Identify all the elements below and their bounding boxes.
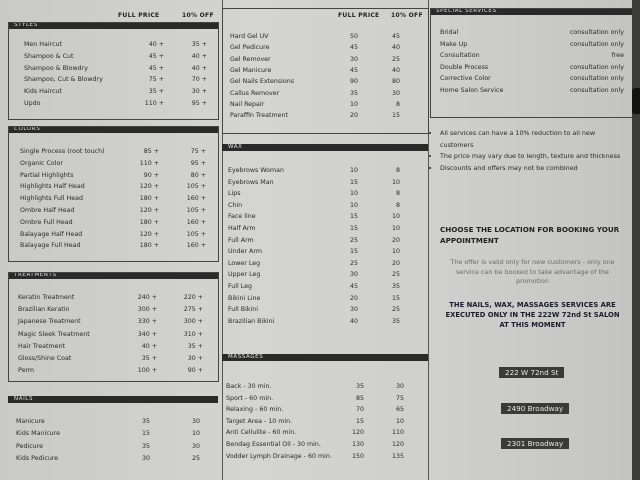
colors-section-bar: COLORS <box>8 126 218 133</box>
service-price-note: consultation only <box>569 75 624 83</box>
full-price: 110 + <box>139 159 159 167</box>
discount-price: 135 <box>391 452 404 460</box>
service-name: Men Haircut <box>24 41 63 48</box>
full-price: 10 <box>349 201 358 209</box>
discount-price: 160 + <box>186 195 206 203</box>
full-price: 85 <box>355 394 364 402</box>
discount-price: 8 <box>395 201 400 209</box>
discount-price: 20 <box>391 236 400 244</box>
full-price: 300 + <box>137 306 157 314</box>
discount-price: 10 <box>391 248 400 256</box>
service-name: Make Up <box>440 40 468 48</box>
discount-price: 25 <box>391 306 400 314</box>
service-name: Hard Gel UV <box>230 33 269 40</box>
full-price: 35 + <box>141 355 157 362</box>
full-price: 20 <box>349 294 358 302</box>
full-price: 25 <box>349 259 358 267</box>
service-name: Relaxing - 60 min. <box>226 406 284 414</box>
service-name: Nail Repair <box>230 100 265 108</box>
full-price: 15 <box>349 178 358 186</box>
service-name: Kids Haircut <box>24 88 62 96</box>
services-location-notice: THE NAILS, WAX, MASSAGES SERVICES ARE EXECUTED ONLY IN THE 222W 72nd St SALON AT THIS MOMENT <box>445 301 620 329</box>
service-name: Face line <box>228 213 256 221</box>
service-name: Shampoo, Cut & Blowdry <box>24 76 103 84</box>
booking-heading: CHOOSE THE LOCATION FOR BOOKING YOUR APPOINTMENT <box>440 225 620 245</box>
discount-price: 30 + <box>187 355 203 362</box>
discount-price: 300 + <box>183 318 203 326</box>
special-services-bar: SPECIAL SERVICES <box>430 8 632 15</box>
service-name: Sport - 60 min. <box>226 394 274 402</box>
full-price: 35 <box>355 383 364 390</box>
service-name: Gel Manicure <box>230 66 272 74</box>
discount-price: 25 <box>191 455 200 463</box>
discount-price: 110 <box>391 429 404 437</box>
discount-price: 310 + <box>183 330 203 338</box>
service-name: Highlights Half Head <box>20 183 85 191</box>
discount-price: 90 + <box>187 367 203 375</box>
full-price: 35 <box>141 442 150 450</box>
full-price: 15 <box>355 417 364 425</box>
full-price: 20 <box>349 112 358 120</box>
full-price: 45 + <box>148 64 164 72</box>
full-price: 45 <box>349 283 358 290</box>
service-name: Manicure <box>16 418 45 425</box>
discount-price: 105 + <box>186 183 206 191</box>
location-button-222-w-72nd[interactable]: 222 W 72nd St <box>499 367 564 378</box>
service-name: Bendag Essential Oil - 30 min. <box>226 441 321 448</box>
discount-price: 105 + <box>186 230 206 238</box>
discount-price: 80 + <box>190 171 206 179</box>
full-price: 10 <box>349 190 358 198</box>
service-name: Balayage Full Head <box>20 242 81 250</box>
full-price: 40 <box>349 317 358 325</box>
full-price: 240 + <box>137 294 157 301</box>
wax-section-bar: WAX <box>222 144 428 151</box>
treatments-box <box>8 272 219 382</box>
special-services-box <box>430 8 632 118</box>
service-name: Kids Pedicure <box>16 455 59 463</box>
discount-price: 75 + <box>190 148 206 155</box>
service-name: Full Leg <box>228 283 253 290</box>
service-price-note: consultation only <box>569 29 624 36</box>
discount-price: 10 <box>391 213 400 221</box>
full-price: 35 <box>349 89 358 97</box>
service-name: Eyebrows Man <box>228 178 274 186</box>
nails-continued-box <box>222 8 429 134</box>
service-name: Keratin Treatment <box>18 294 75 301</box>
service-name: Single Process (root touch) <box>20 148 105 155</box>
full-price: 30 <box>141 455 150 463</box>
service-name: Gloss/Shine Coat <box>18 355 72 362</box>
discount-header: 10% OFF <box>391 12 423 19</box>
discount-price: 95 + <box>191 100 207 107</box>
service-name: Consultation <box>440 52 480 60</box>
styles-section-bar: STYLES <box>8 22 218 29</box>
service-name: Japanese Treatment <box>18 318 81 326</box>
discount-price: 220 + <box>183 294 203 301</box>
discount-price: 70 + <box>191 76 207 84</box>
discount-price: 35 <box>391 317 400 325</box>
full-price-header: FULL PRICE <box>338 12 380 19</box>
discount-price: 8 <box>395 100 400 108</box>
service-name: Double Process <box>440 63 489 71</box>
discount-price: 30 + <box>191 88 207 96</box>
discount-price: 80 <box>391 78 400 86</box>
service-name: Highlights Full Head <box>20 195 83 203</box>
full-price: 50 <box>349 33 358 40</box>
full-price: 15 <box>349 213 358 221</box>
service-name: Bikini Line <box>228 294 261 302</box>
service-name: Full Arm <box>228 236 254 244</box>
discount-price: 160 + <box>186 218 206 226</box>
service-name: Half Arm <box>228 225 256 232</box>
page-edge <box>632 0 640 480</box>
service-name: Brazilian Bikini <box>228 317 275 325</box>
service-name: Magic Sleek Treatment <box>18 330 90 338</box>
service-name: Brazilian Keratin <box>18 306 70 314</box>
discount-price: 35 + <box>191 41 207 48</box>
service-name: Shampoo & Cut <box>24 52 74 60</box>
discount-price: 10 <box>191 430 200 438</box>
full-price: 180 + <box>139 195 159 203</box>
full-price: 35 + <box>148 88 164 96</box>
discount-price: 40 <box>391 66 400 74</box>
service-price-note: consultation only <box>569 63 624 71</box>
discount-price: 30 <box>391 89 400 97</box>
service-name: Shampoo & Blowdry <box>24 64 88 72</box>
service-name: Partial Highlights <box>20 171 74 179</box>
service-name: Chin <box>228 201 243 209</box>
full-price: 30 <box>349 306 358 314</box>
full-price: 40 + <box>148 41 164 48</box>
service-name: Pedicure <box>16 442 43 450</box>
discount-price: 25 <box>391 271 400 279</box>
service-name: Balayage Half Head <box>20 230 83 238</box>
service-name: Callus Remover <box>230 89 280 97</box>
service-name: Ombre Full Head <box>20 218 73 226</box>
service-name: Gel Pedicure <box>230 44 270 52</box>
full-price: 75 + <box>148 76 164 84</box>
service-name: Eyebrows Woman <box>228 167 285 174</box>
discount-price: 105 + <box>186 207 206 214</box>
discount-price: 45 <box>391 33 400 40</box>
policy-note: • Discounts and offers may not be combined <box>440 163 630 175</box>
full-price-header: FULL PRICE <box>118 12 160 19</box>
massages-section-bar: MASSAGES <box>222 354 428 361</box>
discount-price: 15 <box>391 294 400 302</box>
policy-note: • The price may vary due to length, texture and thickness <box>440 151 630 163</box>
full-price: 15 <box>349 225 358 232</box>
discount-price: 30 <box>191 442 200 450</box>
service-name: Kids Manicure <box>16 430 60 438</box>
discount-price: 95 + <box>190 159 206 167</box>
full-price: 150 <box>351 452 364 460</box>
service-name: Paraffin Treatment <box>230 112 288 120</box>
full-price: 100 + <box>137 367 157 375</box>
binder-tab <box>632 88 640 114</box>
discount-price: 40 <box>391 44 400 52</box>
full-price: 25 <box>349 236 358 244</box>
nails-section-bar: NAILS <box>8 396 218 403</box>
service-name: Lips <box>228 190 241 198</box>
styles-box <box>8 22 219 120</box>
service-name: Bridal <box>440 29 459 36</box>
discount-price: 35 + <box>187 342 203 350</box>
full-price: 120 <box>351 429 364 437</box>
full-price: 110 + <box>144 100 164 107</box>
service-price-note: free <box>611 52 624 60</box>
discount-price: 8 <box>395 190 400 198</box>
full-price: 330 + <box>137 318 157 326</box>
discount-price: 75 <box>395 394 404 402</box>
discount-price: 65 <box>395 406 404 414</box>
service-name: Anti Cellulite - 60 min. <box>226 429 297 437</box>
full-price: 30 <box>349 55 358 63</box>
discount-price: 25 <box>391 55 400 63</box>
full-price: 90 + <box>143 171 159 179</box>
full-price: 15 <box>141 430 150 438</box>
policy-note: • All services can have a 10% reduction to all new customers <box>440 128 630 151</box>
full-price: 120 + <box>139 183 159 191</box>
service-name: Updo <box>24 100 41 107</box>
service-name: Lower Leg <box>228 259 261 267</box>
full-price: 45 <box>349 44 358 52</box>
discount-header: 10% OFF <box>182 12 214 19</box>
service-name: Upper Leg <box>228 271 261 279</box>
discount-price: 10 <box>391 225 400 232</box>
service-name: Corrective Color <box>440 75 491 83</box>
discount-price: 35 <box>391 283 400 290</box>
discount-price: 40 + <box>191 52 207 60</box>
service-name: Target Area - 10 min. <box>226 417 293 425</box>
service-name: Home Salon Service <box>440 87 504 94</box>
discount-price: 8 <box>395 167 400 174</box>
full-price: 45 + <box>148 52 164 60</box>
full-price: 120 + <box>139 207 159 214</box>
service-name: Gel Remover <box>230 55 271 63</box>
full-price: 10 <box>349 100 358 108</box>
full-price: 45 <box>349 66 358 74</box>
full-price: 35 <box>141 418 150 425</box>
discount-price: 40 + <box>191 64 207 72</box>
offer-disclaimer: The offer is valid only for new customers - only one service can be booked to take advantage of the promotion <box>450 258 615 285</box>
service-name: Full Bikini <box>228 306 258 314</box>
discount-price: 160 + <box>186 242 206 250</box>
location-button-2490-broadway[interactable]: 2490 Broadway <box>501 403 569 414</box>
service-price-note: consultation only <box>569 87 624 94</box>
discount-price: 10 <box>391 178 400 186</box>
full-price: 40 + <box>141 342 157 350</box>
service-name: Back - 30 min. <box>226 383 272 390</box>
full-price: 70 <box>355 406 364 414</box>
service-name: Gel Nails Extensions <box>230 78 295 86</box>
full-price: 10 <box>349 167 358 174</box>
discount-price: 15 <box>391 112 400 120</box>
full-price: 85 + <box>143 148 159 155</box>
full-price: 30 <box>349 271 358 279</box>
full-price: 15 <box>349 248 358 256</box>
full-price: 180 + <box>139 218 159 226</box>
service-name: Under Arm <box>228 248 262 256</box>
full-price: 130 <box>351 441 364 448</box>
full-price: 340 + <box>137 330 157 338</box>
service-name: Organic Color <box>20 159 63 167</box>
full-price: 180 + <box>139 242 159 250</box>
discount-price: 10 <box>395 417 404 425</box>
treatments-section-bar: TREATMENTS <box>8 272 218 279</box>
full-price: 120 + <box>139 230 159 238</box>
discount-price: 30 <box>395 383 404 390</box>
policy-notes <box>430 128 630 174</box>
discount-price: 275 + <box>183 306 203 314</box>
service-name: Ombre Half Head <box>20 207 75 214</box>
service-price-note: consultation only <box>569 40 624 48</box>
full-price: 90 <box>349 78 358 86</box>
discount-price: 20 <box>391 259 400 267</box>
service-name: Hair Treatment <box>18 342 65 350</box>
service-name: Perm <box>18 367 35 375</box>
location-button-2301-broadway[interactable]: 2301 Broadway <box>501 438 569 449</box>
discount-price: 120 <box>391 441 404 448</box>
service-name: Vodder Lymph Drainage - 60 min. <box>226 452 332 460</box>
colors-box <box>8 126 219 262</box>
discount-price: 30 <box>191 418 200 425</box>
